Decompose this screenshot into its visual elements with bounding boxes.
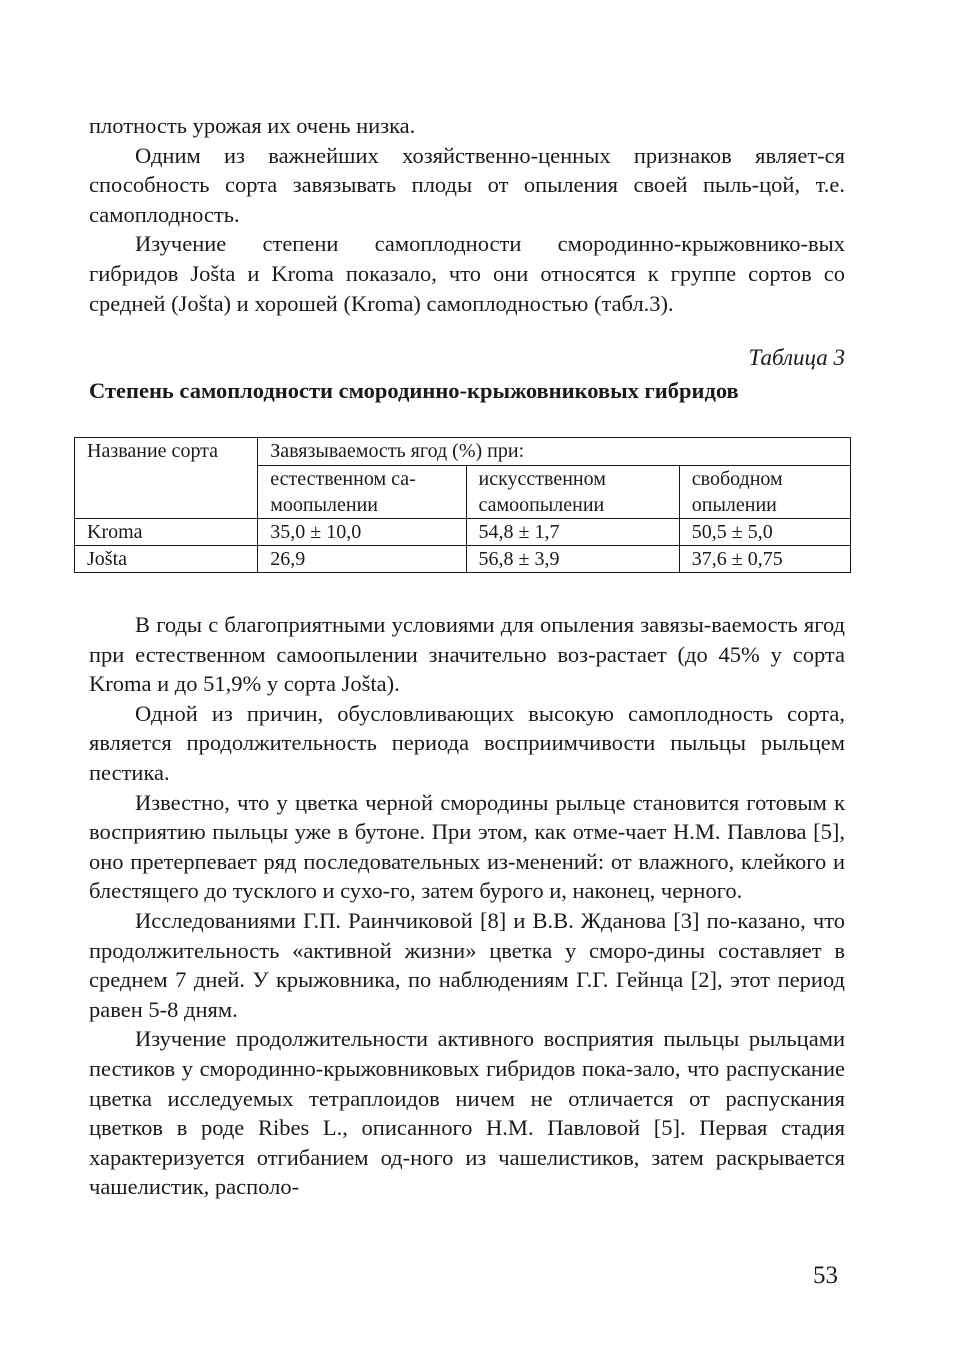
table-caption: Таблица 3 <box>748 345 845 370</box>
paragraph-self-fertility-definition: Одним из важнейших хозяйственно-ценных признаков являет-ся способность сорта завязывать плоды от опыления своей пыль-цой, т.е. самоплодность. <box>89 142 845 227</box>
header-fruit-set: Завязываемость ягод (%) при: <box>258 438 851 466</box>
paragraph-favorable-years: В годы с благоприятными условиями для опыления завязы-ваемость ягод при естественном самоопылении значительно воз-растает (до 45% у сорта Kroma и до 51,9% у сорта Jošta). <box>89 612 845 697</box>
paragraph-continuation: плотность урожая их очень низка. <box>89 113 416 138</box>
cell-free: 37,6 ± 0,75 <box>679 546 850 573</box>
cell-natural: 35,0 ± 10,0 <box>258 519 466 546</box>
page-number: 53 <box>813 1262 838 1289</box>
table-header-row <box>75 438 851 466</box>
cell-free: 50,5 ± 5,0 <box>679 519 850 546</box>
cell-variety: Kroma <box>75 519 258 546</box>
cell-artificial: 56,8 ± 3,9 <box>466 546 679 573</box>
table-title: Степень самоплодности смородинно-крыжовниковых гибридов <box>89 378 739 403</box>
header-artificial-selfing: искусственном самоопылении <box>466 466 679 519</box>
paragraph-stigma-changes: Известно, что у цветка черной смородины рыльце становится готовым к восприятию пыльцы уже в бутоне. При этом, как отме-чает Н.М. Павлова [5], оно претерпевает ряд последовательных из-менений: от влажного, клейкого и блестящего до тусклого и сухо-го, затем бурого и, наконец, черного. <box>89 789 845 904</box>
table-row <box>75 519 851 546</box>
intro-text <box>89 111 845 318</box>
header-free-pollination: свободном опылении <box>679 466 850 519</box>
paragraph-self-fertility-study: Изучение степени самоплодности смородинно-крыжовнико-вых гибридов Jošta и Kroma показало, что они относятся к группе сортов со средней (Jošta) и хорошей (Kroma) самоплодностью (табл.3). <box>89 231 845 316</box>
header-variety-name: Название сорта <box>75 438 258 519</box>
cell-artificial: 54,8 ± 1,7 <box>466 519 679 546</box>
header-natural-selfing: естественном са-моопылении <box>258 466 466 519</box>
cell-variety: Jošta <box>75 546 258 573</box>
paragraph-active-life: Исследованиями Г.П. Раинчиковой [8] и В.В. Жданова [3] по-казано, что продолжительность «активной жизни» цветка у сморо-дины составляет в среднем 7 дней. У крыжовника, по наблюдениям Г.Г. Гейнца [2], этот период равен 5-8 дням. <box>89 907 845 1022</box>
self-fertility-table <box>74 437 851 573</box>
body-text <box>89 610 845 1202</box>
paragraph-flower-opening: Изучение продолжительности активного восприятия пыльцы рыльцами пестиков у смородинно-крыжовниковых гибридов пока-зало, что распускание цветка исследуемых тетраплоидов ничем не отличается от распускания цветков в роде Ribes L., описанного Н.М. Павловой [5]. Первая стадия характеризуется отгибанием од-ного из чашелистиков, затем раскрывается чашелистик, располо- <box>89 1026 845 1200</box>
paragraph-receptivity-period: Одной из причин, обусловливающих высокую самоплодность сорта, является продолжительность периода восприимчивости пыльцы рыльцем пестика. <box>89 700 845 785</box>
cell-natural: 26,9 <box>258 546 466 573</box>
table-row <box>75 546 851 573</box>
